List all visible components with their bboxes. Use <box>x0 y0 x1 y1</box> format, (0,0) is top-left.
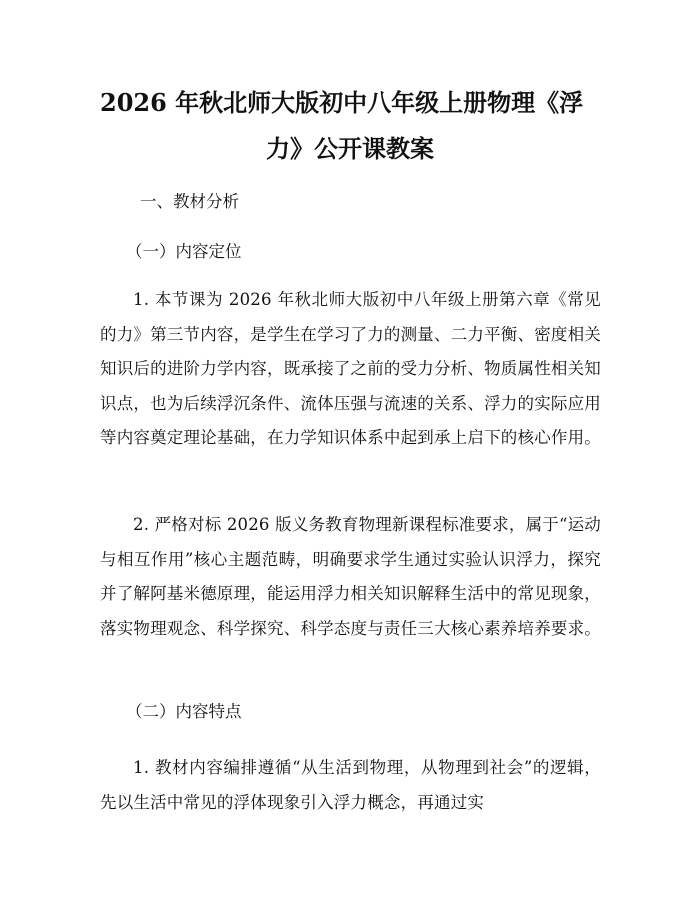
subsection-heading-content-positioning: （一）内容定位 <box>126 242 242 261</box>
document-title-line-1: 2026 年秋北师大版初中八年级上册物理《浮 <box>100 88 584 117</box>
paragraph-content-positioning-1: 1. 本节课为 2026 年秋北师大版初中八年级上册第六章《常见的力》第三节内容，是学生在学习了力的测量、二力平衡、密度相关知识后的进阶力学内容，既承接了之前的受力分析、物质属性相关知识点，也为后续浮沉条件、流体压强与流速的关系、浮力的实际应用等内容奠定理论基础，在力学知识体系中起到承上启下的核心作用。 <box>100 290 601 447</box>
section-heading-textbook-analysis: 一、教材分析 <box>140 192 239 211</box>
paragraph-content-positioning-2: 2. 严格对标 2026 版义务教育物理新课程标准要求，属于“运动与相互作用”核心主题范畴，明确要求学生通过实验认识浮力，探究并了解阿基米德原理，能运用浮力相关知识解释生活中的常见现象，落实物理观念、科学探究、科学态度与责任三大核心素养培养要求。 <box>100 515 602 638</box>
paragraph-content-features-1: 1. 教材内容编排遵循“从生活到物理，从物理到社会”的逻辑，先以生活中常见的浮体现象引入浮力概念，再通过实 <box>100 758 601 812</box>
subsection-heading-content-features: （二）内容特点 <box>126 702 242 721</box>
document-title-line-2: 力》公开课教案 <box>266 134 434 163</box>
